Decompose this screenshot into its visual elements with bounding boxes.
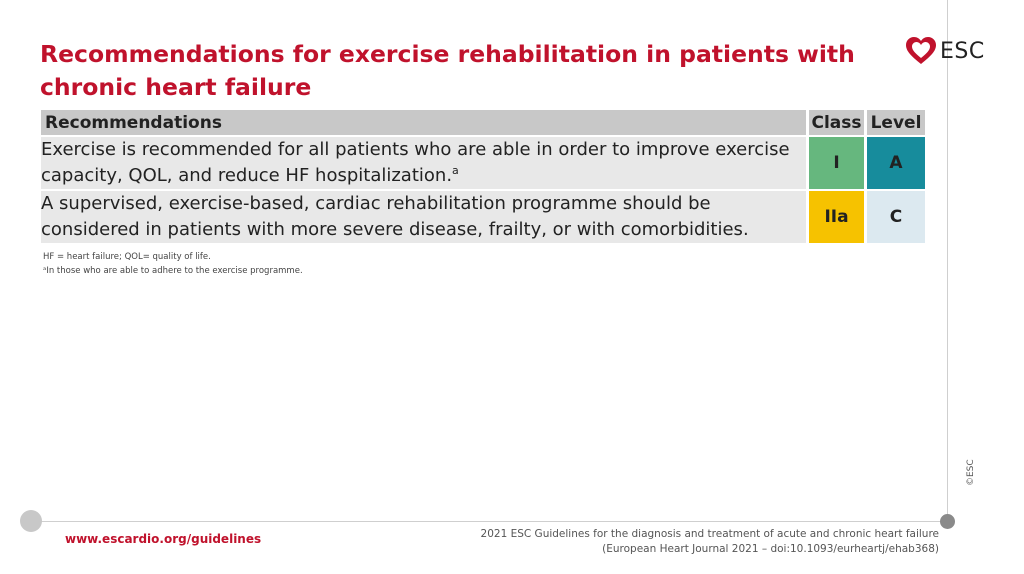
citation-line-1: 2021 ESC Guidelines for the diagnosis and treatment of acute and chronic heart failure [480,528,939,540]
frame-vertical-line [947,0,948,522]
recommendation-text [41,191,806,243]
level-badge: A [867,137,925,189]
footnotes [43,250,303,278]
table-row [41,191,925,243]
table-header-row [41,110,925,135]
header-level: Level [867,110,925,135]
page-title: Recommendations for exercise rehabilitation in patients with chronic heart failure [40,40,855,101]
header-recommendations: Recommendations [41,110,806,135]
class-badge: I [809,137,864,189]
copyright-label: ©ESC [966,459,976,486]
recommendations-table [38,108,928,245]
footnote-marker: a [452,164,459,177]
header-class: Class [809,110,864,135]
recommendation-text [41,137,806,189]
guidelines-link[interactable]: www.escardio.org/guidelines [65,532,262,546]
decor-dot-right [940,514,955,529]
heart-logo-icon [905,36,937,66]
level-badge: C [867,191,925,243]
esc-logo-text: ESC [940,38,985,64]
citation-line-2: (European Heart Journal 2021 – doi:10.1093/eurheartj/ehab368) [602,543,939,555]
class-badge: IIa [809,191,864,243]
recommendation-text-body: A supervised, exercise-based, cardiac rehabilitation programme should be considered in patients with more severe disease, frailty, or with comorbidities. [41,193,749,240]
table-row [41,137,925,189]
recommendation-text-body: Exercise is recommended for all patients who are able in order to improve exercise capacity, QOL, and reduce HF hospitalization. [41,139,790,186]
esc-logo [905,36,985,66]
frame-horizontal-line [30,521,948,522]
citation [481,527,939,557]
footnote-abbreviations: HF = heart failure; QOL= quality of life. [43,252,211,262]
decor-dot-left [20,510,42,532]
footnote-a: ᵃIn those who are able to adhere to the exercise programme. [43,266,303,276]
